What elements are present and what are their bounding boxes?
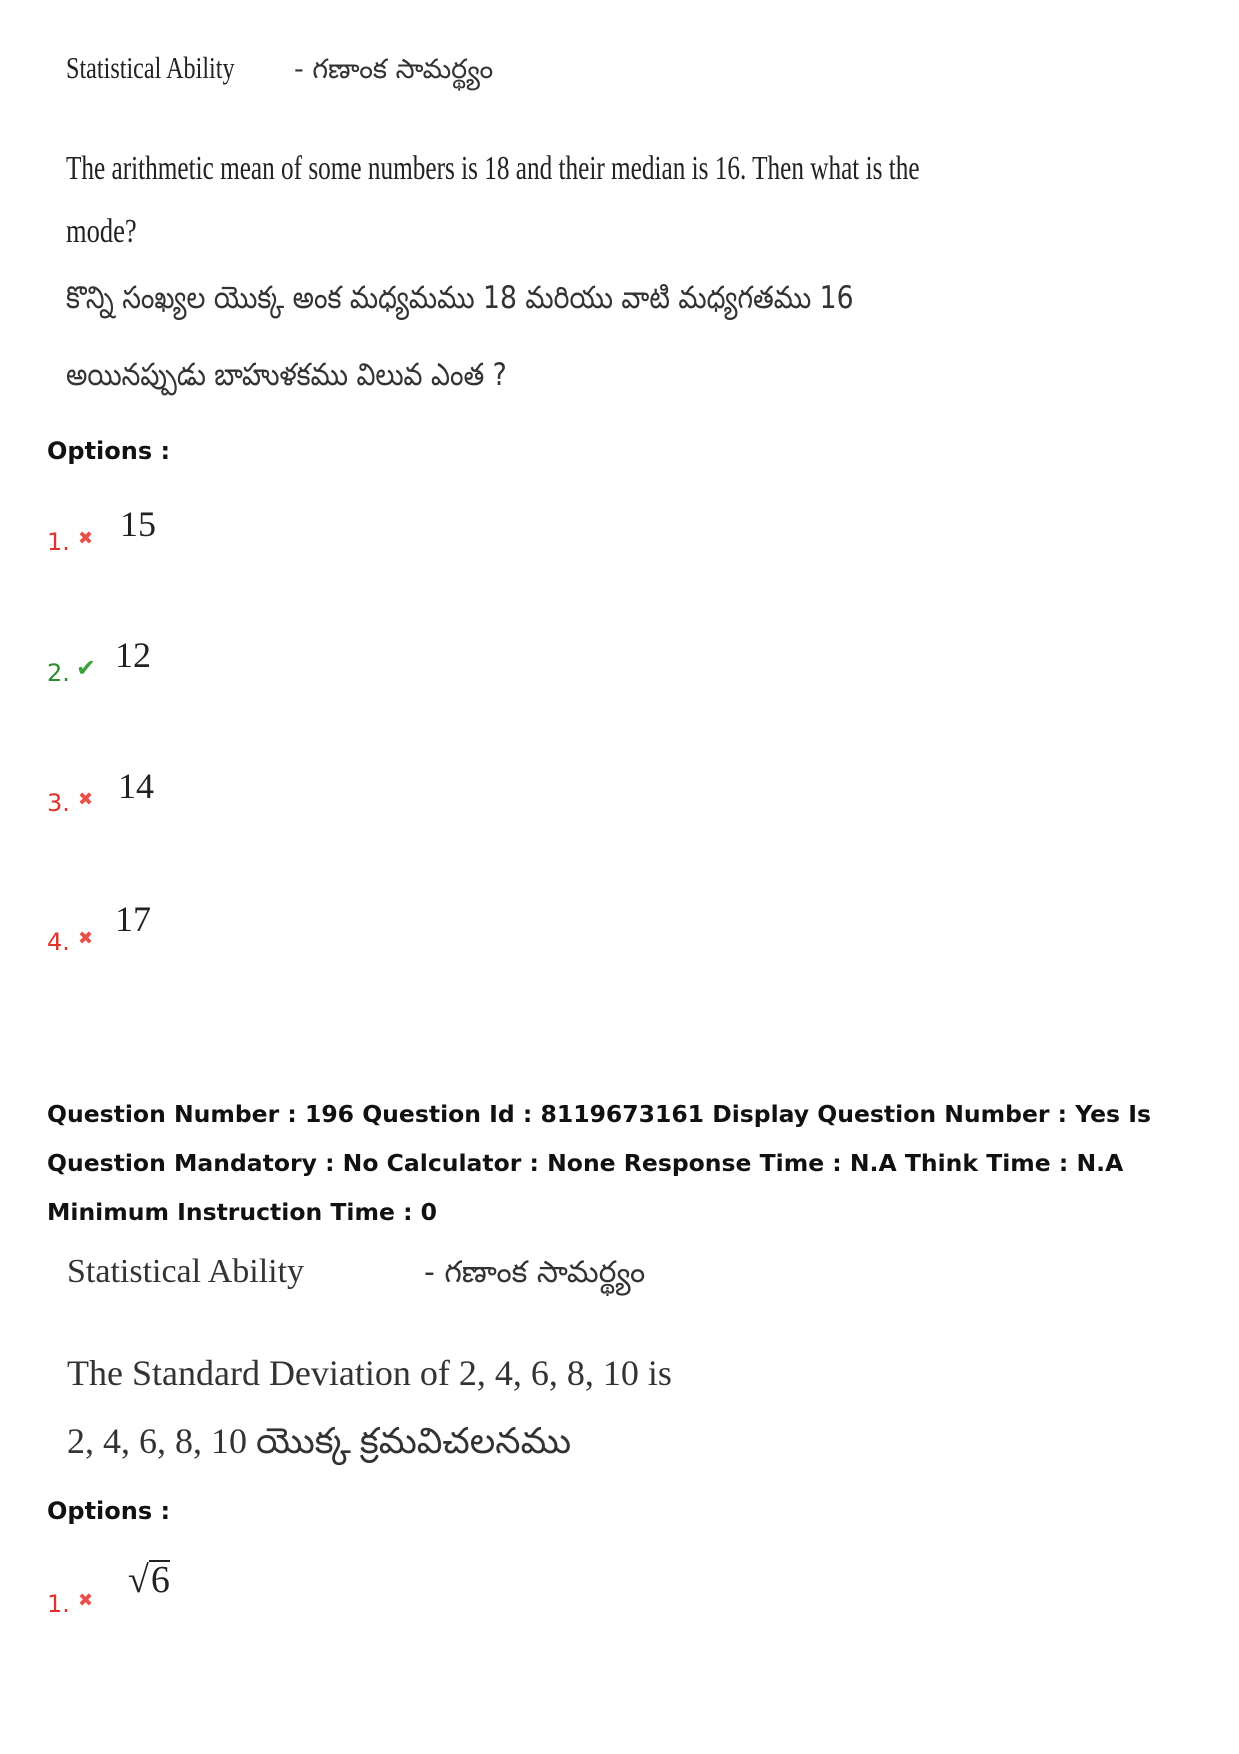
sqrt-6-value: [128, 1558, 170, 1602]
q196-options-label: Options :: [47, 1497, 171, 1525]
option-number: 4.: [47, 928, 70, 956]
q196-heading-en: Statistical Ability: [67, 1253, 305, 1290]
option-value: 15: [120, 504, 156, 544]
q196-heading-te: - గణాంక సామర్థ్యం: [424, 1255, 646, 1290]
q195-heading-te: - గణాంక సామర్థ్యం: [294, 54, 494, 85]
q196-question-te: 2, 4, 6, 8, 10 యొక్క క్రమవిచలనము: [67, 1421, 572, 1461]
q195-heading-en: Statistical Ability: [66, 50, 235, 85]
option-number: 1.: [47, 528, 70, 556]
radicand: 6: [150, 1559, 170, 1601]
q195-question-en-line1: The arithmetic mean of some numbers is 18 and their median is 16. Then what is the: [66, 150, 920, 187]
option-number: 1.: [47, 1590, 70, 1618]
q195-options-label: Options :: [47, 437, 171, 465]
cross-icon: ✖: [78, 528, 94, 549]
option-number: 2.: [47, 659, 70, 687]
option-value: 17: [115, 899, 151, 939]
q195-question-te-line1: కొన్ని సంఖ్యల యొక్క అంక మధ్యమము 18 మరియు వాటి మధ్యగతము 16: [66, 280, 854, 316]
radical-sign: √: [128, 1559, 149, 1601]
cross-icon: ✖: [78, 928, 94, 949]
option-value: 12: [115, 635, 151, 675]
option-value: 14: [118, 766, 154, 806]
q195-question-en-line2: mode?: [66, 213, 137, 250]
q196-question-en: The Standard Deviation of 2, 4, 6, 8, 10 is: [67, 1353, 672, 1393]
q196-meta-info: Question Number : 196 Question Id : 8119673161 Display Question Number : Yes Is Question Mandatory : No Calculator : None Response Time : N.A Think Time : N.A Minimum Instruction Time : 0: [47, 1100, 1151, 1226]
q195-question-te-line2: అయినప్పుడు బాహుళకము విలువ ఎంత ?: [66, 357, 507, 393]
cross-icon: ✖: [78, 789, 94, 810]
cross-icon: ✖: [78, 1590, 94, 1611]
option-number: 3.: [47, 789, 70, 817]
check-icon: ✔: [76, 654, 97, 682]
